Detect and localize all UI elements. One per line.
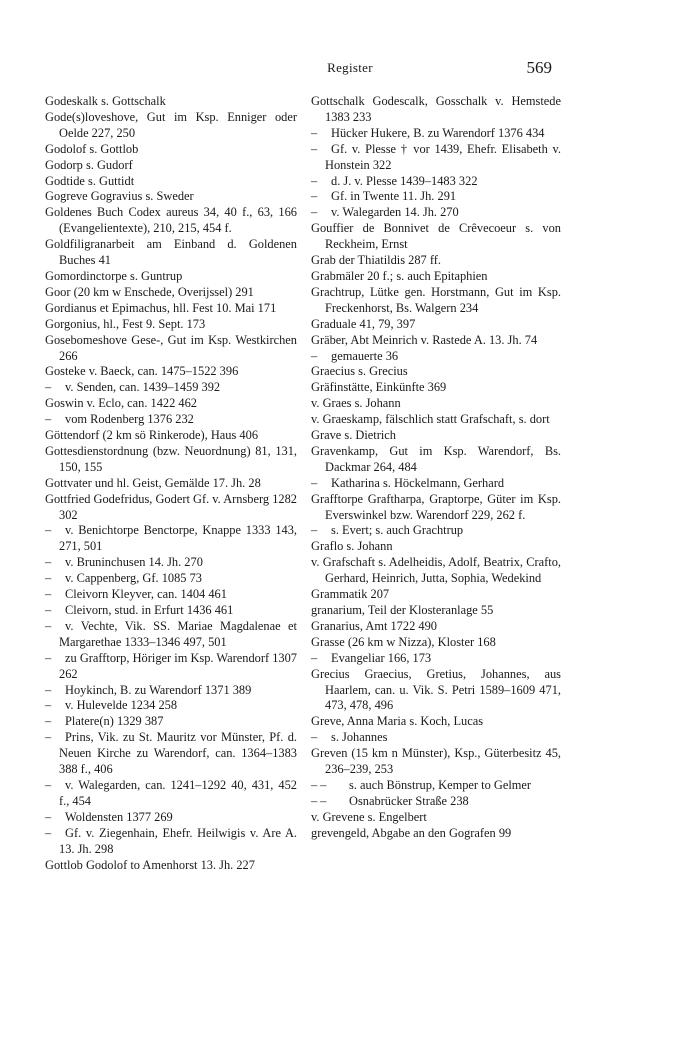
index-entry <box>311 539 561 555</box>
entry-text: v. Graeskamp, fälschlich statt Grafschaft, s. dort <box>311 412 550 427</box>
entry-text: granarium, Teil der Klosteranlage 55 <box>311 603 494 617</box>
index-subentry <box>311 349 561 365</box>
index-entry <box>311 380 561 396</box>
subentry-dash: – <box>45 698 52 713</box>
index-subentry <box>311 730 561 746</box>
index-entry <box>45 492 297 524</box>
entry-text: Graduale 41, 79, 397 <box>311 316 416 331</box>
index-subentry <box>311 205 561 221</box>
entry-text: Godolof s. Gottlob <box>45 141 139 156</box>
subentry-dash: – <box>311 348 318 363</box>
entry-text: v. Bruninchusen 14. Jh. 270 <box>65 555 203 570</box>
index-entry <box>311 333 561 349</box>
entry-text: Cleivorn, stud. in Erfurt 1436 461 <box>65 603 234 617</box>
index-subentry <box>311 476 561 492</box>
index-subentry <box>45 683 297 699</box>
entry-text: Osnabrücker Straße 238 <box>349 793 469 808</box>
entry-text: v. Grevene s. Engelbert <box>311 809 427 824</box>
entry-text: v. Cappenberg, Gf. 1085 73 <box>65 571 202 586</box>
subentry-dash: – <box>45 809 52 824</box>
index-entry <box>311 492 561 524</box>
entry-text: v. Walegarden, can. 1241–1292 40, 431, 452 f., 454 <box>59 777 297 808</box>
entry-text: Hücker Hukere, B. zu Warendorf 1376 434 <box>331 125 545 140</box>
index-subentry <box>45 730 297 778</box>
entry-text: Gosteke v. Baeck, can. 1475–1522 396 <box>45 364 239 379</box>
index-subentry <box>45 412 297 428</box>
index-subentry <box>45 523 297 555</box>
index-subentry <box>45 651 297 683</box>
page-number: 569 <box>526 58 552 77</box>
index-entry <box>45 189 297 205</box>
entry-text: Grasse (26 km w Nizza), Kloster 168 <box>311 634 496 649</box>
entry-text: Grachtrup, Lütke gen. Horstmann, Gut im Ksp. Freckenhorst, Bs. Walgern 234 <box>311 284 561 315</box>
index-entry <box>311 810 561 826</box>
index-entry <box>45 396 297 412</box>
index-subentry <box>45 587 297 603</box>
entry-text: Gottschalk Godescalk, Gosschalk v. Hemstede 1383 233 <box>311 94 561 124</box>
entry-text: Hoykinch, B. zu Warendorf 1371 389 <box>65 682 252 697</box>
index-entry <box>45 444 297 476</box>
index-subentry <box>45 571 297 587</box>
entry-text: s. auch Bönstrup, Kemper to Gelmer <box>349 777 532 792</box>
subentry-dash: – <box>45 412 52 427</box>
entry-text: Greve, Anna Maria s. Koch, Lucas <box>311 714 484 729</box>
index-subentry <box>45 698 297 714</box>
left-column <box>45 94 297 873</box>
entry-text: s. Evert; s. auch Grachtrup <box>331 523 464 538</box>
subentry-dash: – <box>45 603 52 617</box>
entry-text: Grab der Thiatildis 287 ff. <box>311 253 441 268</box>
entry-text: Grammatik 207 <box>311 587 390 602</box>
subentry-dash: – <box>45 555 52 570</box>
entry-text: Gomordinctorpe s. Guntrup <box>45 268 183 283</box>
index-entry <box>311 269 561 285</box>
index-entry <box>311 714 561 730</box>
entry-text: Gouffier de Bonnivet de Crêvecoeur s. von Reckheim, Ernst <box>311 221 561 252</box>
subentry-dash: – <box>311 523 318 538</box>
subentry-dash: – <box>311 205 318 220</box>
index-subentry <box>311 142 561 174</box>
entry-text: Grabmäler 20 f.; s. auch Epitaphien <box>311 268 488 283</box>
entry-text: Gottvater und hl. Geist, Gemälde 17. Jh. 28 <box>45 475 261 490</box>
index-entry <box>45 269 297 285</box>
index-entry <box>45 110 297 142</box>
index-entry <box>311 619 561 635</box>
entry-text: Gottfried Godefridus, Godert Gf. v. Arnsberg 1282 302 <box>45 491 297 522</box>
index-entry <box>311 667 561 715</box>
entry-text: Gf. in Twente 11. Jh. 291 <box>331 189 457 204</box>
entry-text: Godeskalk s. Gottschalk <box>45 94 166 108</box>
entry-text: s. Johannes <box>331 730 388 745</box>
entry-text: gemauerte 36 <box>331 348 399 363</box>
subentry-dash: – <box>45 523 52 538</box>
subentry-dash: – <box>45 587 52 602</box>
entry-text: Grave s. Dietrich <box>311 428 396 443</box>
entry-text: v. Graes s. Johann <box>311 396 401 411</box>
entry-text: Gordianus et Epimachus, hll. Fest 10. Mai 171 <box>45 300 277 315</box>
index-entry <box>45 317 297 333</box>
index-entry <box>45 333 297 365</box>
subentry-dash: – – <box>311 793 327 808</box>
index-subentry <box>45 810 297 826</box>
index-subentry <box>311 126 561 142</box>
subentry-dash: – <box>45 730 52 745</box>
index-entry <box>311 396 561 412</box>
index-entry <box>311 285 561 317</box>
index-entry <box>45 205 297 237</box>
subentry-dash: – <box>311 173 318 188</box>
index-subentry <box>45 826 297 858</box>
entry-text: d. J. v. Plesse 1439–1483 322 <box>331 173 478 188</box>
entry-text: Greven (15 km n Münster), Ksp., Güterbesitz 45, 236–239, 253 <box>311 746 561 777</box>
entry-text: Gosebomeshove Gese-, Gut im Ksp. Westkirchen 266 <box>45 332 297 363</box>
entry-text: vom Rodenberg 1376 232 <box>65 412 194 427</box>
entry-text: v. Vechte, Vik. SS. Mariae Magdalenae et Margarethae 1333–1346 497, 501 <box>59 618 297 649</box>
entry-text: v. Grafschaft s. Adelheidis, Adolf, Beatrix, Crafto, Gerhard, Heinrich, Jutta, Sophia, Wedekind <box>311 555 561 586</box>
index-entry <box>311 587 561 603</box>
index-entry <box>311 746 561 778</box>
index-entry <box>45 174 297 190</box>
entry-text: Woldensten 1377 269 <box>65 809 173 824</box>
index-entry <box>311 428 561 444</box>
index-entry <box>45 301 297 317</box>
entry-text: Prins, Vik. zu St. Mauritz vor Münster, Pf. d. Neuen Kirche zu Warendorf, can. 1364–1383 388 f., 406 <box>59 730 297 777</box>
entry-text: Cleivorn Kleyver, can. 1404 461 <box>65 587 227 602</box>
index-entry <box>311 444 561 476</box>
entry-text: Gf. v. Ziegenhain, Ehefr. Heilwigis v. Are A. 13. Jh. 298 <box>59 825 297 856</box>
entry-text: Katharina s. Höckelmann, Gerhard <box>331 475 505 490</box>
index-subentry <box>311 189 561 205</box>
entry-text: Goldfiligranarbeit am Einband d. Goldenen Buches 41 <box>45 237 297 268</box>
index-entry <box>45 285 297 301</box>
subentry-dash: – <box>311 650 318 665</box>
entry-text: Gf. v. Plesse † vor 1439, Ehefr. Elisabeth v. Honstein 322 <box>325 141 561 172</box>
entry-text: Gräfinstätte, Einkünfte 369 <box>311 380 447 395</box>
index-subentry <box>311 794 561 810</box>
index-entry <box>45 364 297 380</box>
entry-text: Graecius s. Grecius <box>311 364 408 379</box>
index-entry <box>45 237 297 269</box>
subentry-dash: – <box>311 189 318 204</box>
index-entry <box>311 555 561 587</box>
index-subentry <box>311 523 561 539</box>
index-entry <box>45 428 297 444</box>
index-subentry <box>311 651 561 667</box>
entry-text: Gräber, Abt Meinrich v. Rastede A. 13. Jh. 74 <box>311 332 538 347</box>
index-entry <box>311 826 561 842</box>
index-entry <box>311 253 561 269</box>
index-subentry <box>45 380 297 396</box>
index-subentry <box>45 603 297 619</box>
index-entry <box>45 858 297 874</box>
subentry-dash: – – <box>311 777 327 792</box>
index-entry <box>45 158 297 174</box>
subentry-dash: – <box>311 141 318 156</box>
entry-text: Göttendorf (2 km sö Rinkerode), Haus 406 <box>45 428 259 443</box>
entry-text: Gorgonius, hl., Fest 9. Sept. 173 <box>45 316 206 331</box>
index-entry <box>311 94 561 126</box>
index-entry <box>311 635 561 651</box>
index-entry <box>45 142 297 158</box>
subentry-dash: – <box>45 825 52 840</box>
entry-text: v. Walegarden 14. Jh. 270 <box>331 205 459 220</box>
entry-text: Goor (20 km w Enschede, Overijssel) 291 <box>45 284 254 299</box>
entry-text: Godorp s. Gudorf <box>45 157 133 172</box>
entry-text: zu Grafftorp, Höriger im Ksp. Warendorf 1307 262 <box>59 650 297 681</box>
subentry-dash: – <box>45 777 52 792</box>
subentry-dash: – <box>45 682 52 697</box>
index-entry <box>311 364 561 380</box>
index-entry <box>45 476 297 492</box>
index-entry <box>311 603 561 619</box>
entry-text: Graflo s. Johann <box>311 539 393 554</box>
index-entry <box>311 221 561 253</box>
entry-text: Evangeliar 166, 173 <box>331 650 432 665</box>
subentry-dash: – <box>45 650 52 665</box>
index-subentry <box>45 714 297 730</box>
subentry-dash: – <box>45 571 52 586</box>
subentry-dash: – <box>311 125 318 140</box>
index-entry <box>311 412 561 428</box>
entry-text: Goldenes Buch Codex aureus 34, 40 f., 63, 166 (Evangelientexte), 210, 215, 454 f. <box>45 205 297 236</box>
right-column <box>311 94 561 842</box>
entry-text: Gottlob Godolof to Amenhorst 13. Jh. 227 <box>45 857 255 872</box>
running-title: Register <box>327 60 373 75</box>
entry-text: Granarius, Amt 1722 490 <box>311 618 437 633</box>
entry-text: Grecius Graecius, Gretius, Johannes, aus Haarlem, can. u. Vik. S. Petri 1589–1609 471, 473, 478, 496 <box>311 666 561 713</box>
entry-text: Goswin v. Eclo, can. 1422 462 <box>45 396 197 411</box>
entry-text: v. Benichtorpe Benctorpe, Knappe 1333 143, 271, 501 <box>59 523 297 554</box>
index-subentry <box>311 174 561 190</box>
subentry-dash: – <box>311 475 318 490</box>
subentry-dash: – <box>311 730 318 745</box>
entry-text: Platere(n) 1329 387 <box>65 714 164 729</box>
entry-text: v. Senden, can. 1439–1459 392 <box>65 380 221 395</box>
entry-text: Gottesdienstordnung (bzw. Neuordnung) 81, 131, 150, 155 <box>45 443 297 474</box>
entry-text: Grafftorpe Graftharpa, Graptorpe, Güter im Ksp. Everswinkel bzw. Warendorf 229, 262 f. <box>311 491 561 522</box>
index-subentry <box>45 778 297 810</box>
entry-text: Gogreve Gogravius s. Sweder <box>45 189 194 204</box>
entry-text: Gode(s)loveshove, Gut im Ksp. Enniger oder Oelde 227, 250 <box>45 109 297 140</box>
entry-text: grevengeld, Abgabe an den Gografen 99 <box>311 825 512 840</box>
index-subentry <box>311 778 561 794</box>
index-entry <box>311 317 561 333</box>
entry-text: v. Hulevelde 1234 258 <box>65 698 178 713</box>
entry-text: Godtide s. Guttidt <box>45 173 135 188</box>
subentry-dash: – <box>45 618 52 633</box>
page-header <box>0 58 700 82</box>
subentry-dash: – <box>45 714 52 729</box>
entry-text: Gravenkamp, Gut im Ksp. Warendorf, Bs. Dackmar 264, 484 <box>311 443 561 474</box>
index-subentry <box>45 619 297 651</box>
subentry-dash: – <box>45 380 52 395</box>
index-entry <box>45 94 297 110</box>
index-subentry <box>45 555 297 571</box>
